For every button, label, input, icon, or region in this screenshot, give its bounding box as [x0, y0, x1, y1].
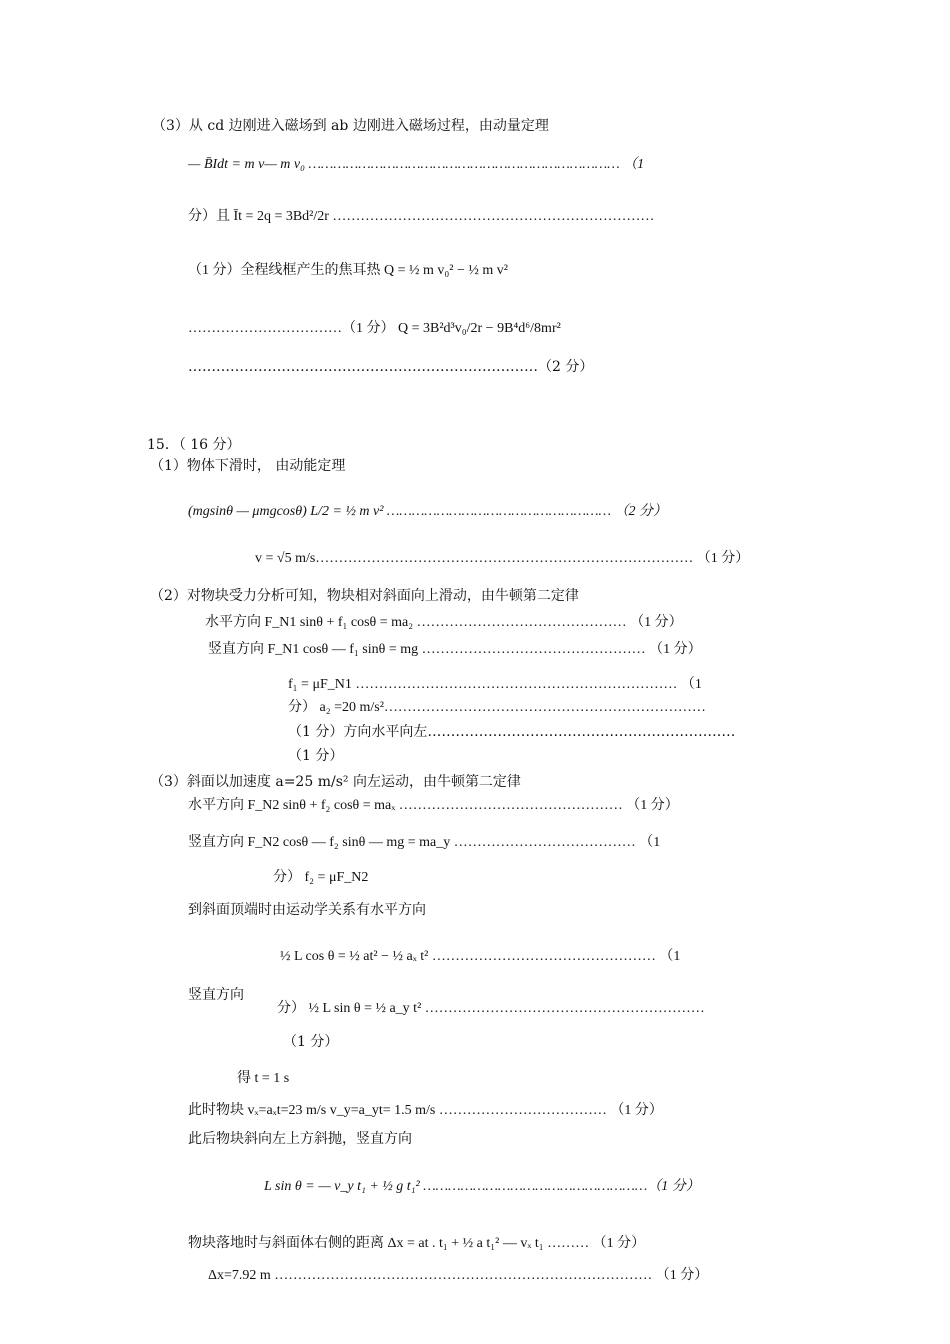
direction-result: （1 分）方向水平向左…………………………………………………………: [288, 724, 736, 740]
q15-part2-heading: （2）对物块受力分析可知，物块相对斜面向上滑动，由牛顿第二定律: [150, 588, 579, 604]
velocity-components: 此时物块 vₓ=aₓt=23 m/s v_y=a_yt= 1.5 m/s ……………………………… （1 分）: [188, 1103, 663, 1118]
projectile-text: 此后物块斜向左上方斜抛，竖直方向: [188, 1131, 412, 1147]
horizontal-equation-3: 水平方向 F_N2 sinθ + f₂ cosθ = maₓ ………………………………………… （1 分）: [188, 798, 679, 813]
vertical-equation-3: 竖直方向 F_N2 cosθ — f₂ sinθ — mg = ma_y ………………………………… （1: [188, 835, 661, 850]
charge-equation: 分）且 Īt = 2q = 3Bd²/2r ……………………………………………………………: [188, 209, 655, 224]
q15-title: 15．（ 16 分）: [147, 437, 241, 453]
vertical-equation-2: 竖直方向 F_N1 cosθ — f₁ sinθ = mg ………………………………………… （1 分）: [208, 642, 702, 657]
score-line: …………………………………………………………………（2 分）: [188, 359, 594, 375]
friction-equation-2: 分） f₂ = μF_N2: [273, 870, 369, 885]
score-line: （1 分）: [288, 748, 344, 764]
friction-equation-1: f₁ = μF_N1 …………………………………………………………… （1: [288, 677, 702, 692]
acceleration-result-2: 分） a₂ =20 m/s²……………………………………………………………: [288, 700, 706, 715]
part3-heading: （3）从 cd 边刚进入磁场到 ab 边刚进入磁场过程，由动量定理: [152, 118, 549, 134]
time-result: 得 t = 1 s: [237, 1071, 290, 1086]
joule-heat-equation: （1 分）全程线框产生的焦耳热 Q = ½ m v₀² − ½ m v²: [188, 263, 508, 278]
score-line: （1 分）: [283, 1034, 339, 1050]
kinematics-text: 到斜面顶端时由运动学关系有水平方向: [188, 902, 426, 918]
velocity-result: v = √5 m/s……………………………………………………………………… （1 分）: [255, 551, 750, 566]
horizontal-equation-2: 水平方向 F_N1 sinθ + f₁ cosθ = ma₂ ……………………………………… （1 分）: [205, 615, 683, 630]
vertical-label: 竖直方向: [188, 987, 244, 1003]
distance-equation: 物块落地时与斜面体右侧的距离 Δx = at . t₁ + ½ a t₁² — vₓ t₁ ……… （1 分）: [188, 1236, 646, 1251]
distance-result: Δx=7.92 m ……………………………………………………………………… （1 分）: [208, 1268, 709, 1283]
q15-part1-heading: （1）物体下滑时， 由动能定理: [150, 458, 346, 474]
energy-theorem-equation: (mgsinθ — μmgcosθ) L/2 = ½ m v² ……………………………………………… （2 分）: [188, 504, 667, 519]
joule-heat-result: ……………………………（1 分） Q = 3B²d³v₀/2r − 9B⁴d⁶/8mr²: [188, 321, 561, 336]
projectile-equation: L sin θ = — v_y t₁ + ½ g t₁² ………………………………………………（1 分）: [264, 1179, 700, 1194]
momentum-equation: — B̄Idt = m v— m v₀ ………………………………………………………………… （1: [188, 157, 645, 172]
q15-part3-heading: （3）斜面以加速度 a=25 m/s² 向左运动，由牛顿第二定律: [150, 774, 521, 790]
horizontal-kinematics-equation: ½ L cos θ = ½ at² − ½ aₓ t² ………………………………………… （1: [280, 949, 681, 964]
vertical-kinematics-equation: 分） ½ L sin θ = ½ a_y t² ……………………………………………………: [277, 1001, 705, 1016]
